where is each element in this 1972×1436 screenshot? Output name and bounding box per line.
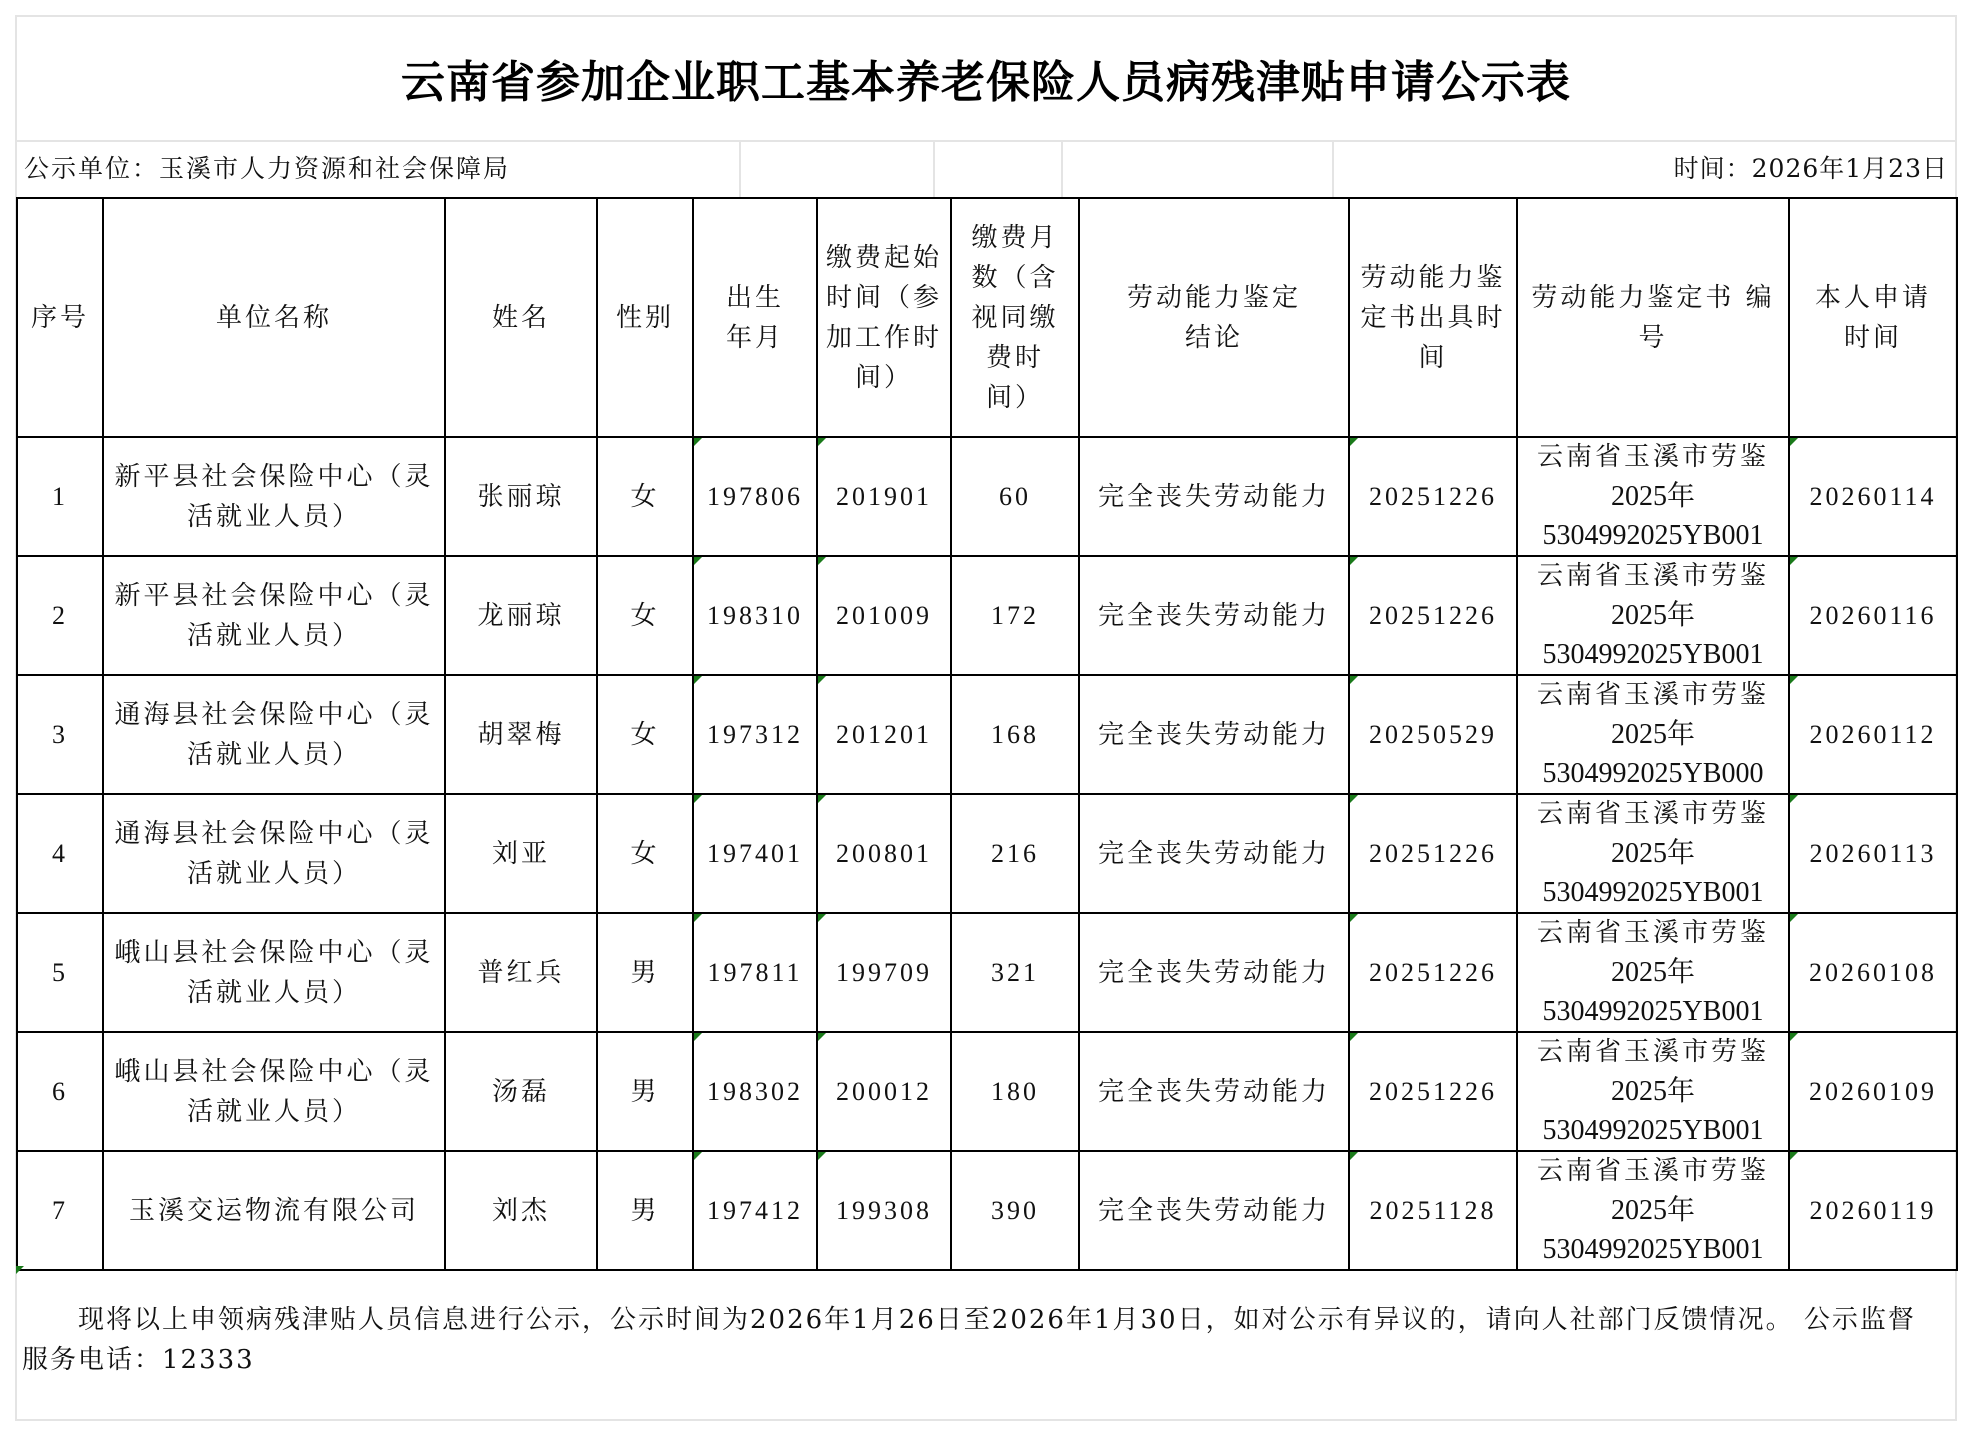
light-gridline bbox=[739, 140, 741, 197]
cell-cert-date[interactable]: 20251226 bbox=[1349, 794, 1517, 913]
cell-cert-no: 云南省玉溪市劳鉴 2025年 5304992025YB001 bbox=[1517, 1151, 1789, 1270]
cell-name: 张丽琼 bbox=[445, 437, 597, 556]
title-row bbox=[16, 16, 1956, 142]
cell-months: 390 bbox=[951, 1151, 1079, 1270]
cell-start[interactable]: 200801 bbox=[817, 794, 951, 913]
cell-apply-date[interactable]: 20260112 bbox=[1789, 675, 1957, 794]
header-cell-birth: 出生年月 bbox=[693, 198, 817, 437]
table-row bbox=[17, 675, 1957, 794]
cell-name: 刘亚 bbox=[445, 794, 597, 913]
error-marker-icon bbox=[1350, 1033, 1358, 1041]
table-row bbox=[17, 913, 1957, 1032]
cell-birth[interactable]: 197312 bbox=[693, 675, 817, 794]
cell-months: 321 bbox=[951, 913, 1079, 1032]
error-marker-icon bbox=[694, 676, 702, 684]
cell-gender: 男 bbox=[597, 1151, 693, 1270]
error-marker-icon bbox=[1350, 795, 1358, 803]
cell-name: 刘杰 bbox=[445, 1151, 597, 1270]
cell-no: 4 bbox=[17, 794, 103, 913]
header-cell-cert-date: 劳动能力鉴定书出具时间 bbox=[1349, 198, 1517, 437]
cell-no: 7 bbox=[17, 1151, 103, 1270]
cell-no: 1 bbox=[17, 437, 103, 556]
cell-apply-date[interactable]: 20260113 bbox=[1789, 794, 1957, 913]
error-marker-icon bbox=[818, 795, 826, 803]
cell-start[interactable]: 201901 bbox=[817, 437, 951, 556]
cell-conclusion: 完全丧失劳动能力 bbox=[1079, 1151, 1349, 1270]
cell-start[interactable]: 201009 bbox=[817, 556, 951, 675]
cell-unit: 通海县社会保险中心（灵活就业人员） bbox=[103, 675, 445, 794]
cell-birth[interactable]: 198310 bbox=[693, 556, 817, 675]
cell-cert-no: 云南省玉溪市劳鉴 2025年 5304992025YB001 bbox=[1517, 913, 1789, 1032]
cell-gender: 女 bbox=[597, 437, 693, 556]
error-marker-icon bbox=[16, 1266, 24, 1274]
cell-cert-no: 云南省玉溪市劳鉴 2025年 5304992025YB001 bbox=[1517, 1032, 1789, 1151]
cell-birth[interactable]: 197806 bbox=[693, 437, 817, 556]
cell-no: 5 bbox=[17, 913, 103, 1032]
cell-unit: 玉溪交运物流有限公司 bbox=[103, 1151, 445, 1270]
error-marker-icon bbox=[1350, 676, 1358, 684]
cell-cert-date[interactable]: 20250529 bbox=[1349, 675, 1517, 794]
cell-no: 2 bbox=[17, 556, 103, 675]
cell-birth[interactable]: 197811 bbox=[693, 913, 817, 1032]
error-marker-icon bbox=[1790, 438, 1798, 446]
cell-conclusion: 完全丧失劳动能力 bbox=[1079, 437, 1349, 556]
cell-apply-date[interactable]: 20260114 bbox=[1789, 437, 1957, 556]
cell-start[interactable]: 201201 bbox=[817, 675, 951, 794]
cell-name: 汤磊 bbox=[445, 1032, 597, 1151]
error-marker-icon bbox=[694, 914, 702, 922]
light-gridline bbox=[1332, 140, 1334, 197]
cell-birth[interactable]: 198302 bbox=[693, 1032, 817, 1151]
header-row bbox=[17, 198, 1957, 437]
cell-cert-date[interactable]: 20251226 bbox=[1349, 1032, 1517, 1151]
cell-apply-date[interactable]: 20260116 bbox=[1789, 556, 1957, 675]
cell-cert-date[interactable]: 20251226 bbox=[1349, 913, 1517, 1032]
error-marker-icon bbox=[818, 914, 826, 922]
cell-birth[interactable]: 197412 bbox=[693, 1151, 817, 1270]
table-row bbox=[17, 1032, 1957, 1151]
cell-cert-no: 云南省玉溪市劳鉴 2025年 5304992025YB001 bbox=[1517, 794, 1789, 913]
error-marker-icon bbox=[818, 557, 826, 565]
header-cell-no: 序号 bbox=[17, 198, 103, 437]
error-marker-icon bbox=[1790, 914, 1798, 922]
table-row bbox=[17, 1151, 1957, 1270]
light-gridline bbox=[933, 140, 935, 197]
error-marker-icon bbox=[1790, 676, 1798, 684]
header-cell-gender: 性别 bbox=[597, 198, 693, 437]
cell-apply-date[interactable]: 20260119 bbox=[1789, 1151, 1957, 1270]
applicant-table bbox=[16, 197, 1958, 1271]
cell-no: 3 bbox=[17, 675, 103, 794]
cell-unit: 峨山县社会保险中心（灵活就业人员） bbox=[103, 1032, 445, 1151]
cell-gender: 男 bbox=[597, 1032, 693, 1151]
header-cell-months: 缴费月数（含视同缴费时间） bbox=[951, 198, 1079, 437]
error-marker-icon bbox=[1790, 1033, 1798, 1041]
cell-conclusion: 完全丧失劳动能力 bbox=[1079, 913, 1349, 1032]
header-cell-start: 缴费起始时间（参加工作时间） bbox=[817, 198, 951, 437]
cell-unit: 新平县社会保险中心（灵活就业人员） bbox=[103, 437, 445, 556]
header-cell-apply-date: 本人申请时间 bbox=[1789, 198, 1957, 437]
cell-start[interactable]: 199308 bbox=[817, 1151, 951, 1270]
cell-gender: 女 bbox=[597, 675, 693, 794]
error-marker-icon bbox=[1350, 1152, 1358, 1160]
header-cell-name: 姓名 bbox=[445, 198, 597, 437]
cell-no: 6 bbox=[17, 1032, 103, 1151]
header-cell-cert-no: 劳动能力鉴定书 编号 bbox=[1517, 198, 1789, 437]
cell-name: 龙丽琼 bbox=[445, 556, 597, 675]
table-row bbox=[17, 437, 1957, 556]
error-marker-icon bbox=[694, 557, 702, 565]
cell-months: 180 bbox=[951, 1032, 1079, 1151]
table-row bbox=[17, 556, 1957, 675]
header-cell-unit: 单位名称 bbox=[103, 198, 445, 437]
cell-cert-date[interactable]: 20251128 bbox=[1349, 1151, 1517, 1270]
publisher-label: 公示单位：玉溪市人力资源和社会保障局 bbox=[24, 154, 511, 183]
error-marker-icon bbox=[818, 1033, 826, 1041]
cell-apply-date[interactable]: 20260109 bbox=[1789, 1032, 1957, 1151]
cell-cert-date[interactable]: 20251226 bbox=[1349, 556, 1517, 675]
error-marker-icon bbox=[818, 1152, 826, 1160]
cell-name: 普红兵 bbox=[445, 913, 597, 1032]
cell-start[interactable]: 199709 bbox=[817, 913, 951, 1032]
cell-conclusion: 完全丧失劳动能力 bbox=[1079, 794, 1349, 913]
info-row bbox=[16, 140, 1956, 197]
page-title: 云南省参加企业职工基本养老保险人员病残津贴申请公示表 bbox=[401, 57, 1571, 108]
cell-unit: 新平县社会保险中心（灵活就业人员） bbox=[103, 556, 445, 675]
cell-months: 60 bbox=[951, 437, 1079, 556]
cell-cert-date[interactable]: 20251226 bbox=[1349, 437, 1517, 556]
cell-name: 胡翠梅 bbox=[445, 675, 597, 794]
notice-paragraph: 现将以上申领病残津贴人员信息进行公示，公示时间为2026年1月26日至2026年1月30日，如对公示有异议的，请向人社部门反馈情况。 公示监督服务电话：12333 bbox=[22, 1305, 1916, 1375]
error-marker-icon bbox=[694, 1033, 702, 1041]
cell-unit: 通海县社会保险中心（灵活就业人员） bbox=[103, 794, 445, 913]
error-marker-icon bbox=[1350, 914, 1358, 922]
error-marker-icon bbox=[1790, 557, 1798, 565]
cell-months: 168 bbox=[951, 675, 1079, 794]
publish-date: 时间：2026年1月23日 bbox=[1673, 154, 1948, 183]
error-marker-icon bbox=[1790, 1152, 1798, 1160]
cell-conclusion: 完全丧失劳动能力 bbox=[1079, 1032, 1349, 1151]
cell-months: 172 bbox=[951, 556, 1079, 675]
cell-gender: 女 bbox=[597, 556, 693, 675]
error-marker-icon bbox=[1350, 438, 1358, 446]
cell-conclusion: 完全丧失劳动能力 bbox=[1079, 556, 1349, 675]
cell-cert-no: 云南省玉溪市劳鉴 2025年 5304992025YB000 bbox=[1517, 675, 1789, 794]
table-row bbox=[17, 794, 1957, 913]
cell-apply-date[interactable]: 20260108 bbox=[1789, 913, 1957, 1032]
error-marker-icon bbox=[694, 438, 702, 446]
error-marker-icon bbox=[694, 1152, 702, 1160]
cell-gender: 男 bbox=[597, 913, 693, 1032]
error-marker-icon bbox=[694, 795, 702, 803]
error-marker-icon bbox=[818, 676, 826, 684]
cell-conclusion: 完全丧失劳动能力 bbox=[1079, 675, 1349, 794]
cell-start[interactable]: 200012 bbox=[817, 1032, 951, 1151]
error-marker-icon bbox=[1790, 795, 1798, 803]
header-cell-conclusion: 劳动能力鉴定结论 bbox=[1079, 198, 1349, 437]
error-marker-icon bbox=[818, 438, 826, 446]
cell-cert-no: 云南省玉溪市劳鉴 2025年 5304992025YB001 bbox=[1517, 437, 1789, 556]
light-gridline bbox=[1061, 140, 1063, 197]
cell-gender: 女 bbox=[597, 794, 693, 913]
cell-cert-no: 云南省玉溪市劳鉴 2025年 5304992025YB001 bbox=[1517, 556, 1789, 675]
cell-months: 216 bbox=[951, 794, 1079, 913]
cell-unit: 峨山县社会保险中心（灵活就业人员） bbox=[103, 913, 445, 1032]
error-marker-icon bbox=[1350, 557, 1358, 565]
cell-birth[interactable]: 197401 bbox=[693, 794, 817, 913]
